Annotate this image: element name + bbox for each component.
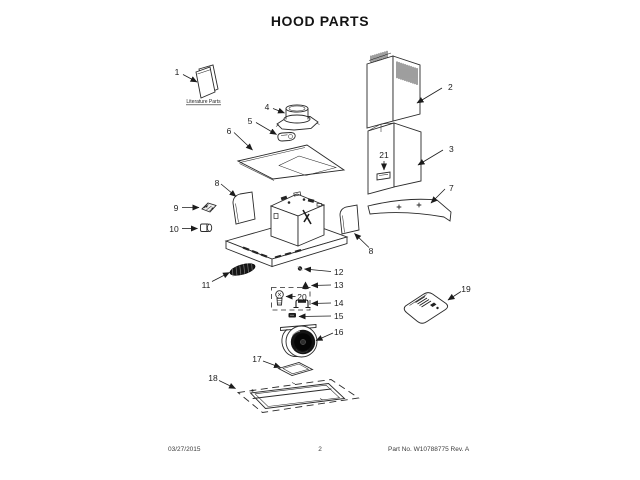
callout-5: 5 xyxy=(247,116,253,126)
part-1-literature-booklet xyxy=(196,65,218,98)
part-8-side-panel-left xyxy=(233,192,255,224)
part-19-switch-assembly xyxy=(404,293,447,324)
callout-4: 4 xyxy=(264,102,270,112)
literature-parts-label: Literature Parts xyxy=(186,99,221,105)
part-7-mounting-bracket xyxy=(368,199,451,221)
part-2-chimney-upper xyxy=(367,51,420,128)
callout-14: 14 xyxy=(334,298,344,308)
page-title: HOOD PARTS xyxy=(270,13,370,29)
part-6-top-panel xyxy=(238,145,344,181)
callout-8-right: 8 xyxy=(368,246,374,256)
part-10-grommet xyxy=(201,224,212,232)
part-11-capacitor xyxy=(229,261,257,277)
callout-10: 10 xyxy=(169,224,179,234)
part-16-blower-wheel xyxy=(281,325,318,358)
part-18-grease-filter xyxy=(238,380,359,413)
part-8-side-panel-right xyxy=(340,205,359,234)
callout-7: 7 xyxy=(449,183,454,193)
callout-6: 6 xyxy=(226,126,232,136)
callout-2: 2 xyxy=(448,82,453,92)
callout-17: 17 xyxy=(252,354,262,364)
callout-8-left: 8 xyxy=(214,178,220,188)
part-17-cover-plate xyxy=(279,363,313,376)
callout-12: 12 xyxy=(334,267,344,277)
callout-16: 16 xyxy=(334,327,344,337)
part-12-screw xyxy=(298,266,303,270)
callout-15: 15 xyxy=(334,311,344,321)
part-5-clip xyxy=(278,133,295,142)
callout-13: 13 xyxy=(334,280,344,290)
part-4-damper xyxy=(276,105,320,130)
footer-page-number: 2 xyxy=(318,446,322,453)
part-15-terminal xyxy=(289,313,297,318)
callout-1: 1 xyxy=(174,67,180,77)
callout-3: 3 xyxy=(449,144,454,154)
callout-19: 19 xyxy=(461,284,471,294)
part-13-nut xyxy=(302,282,309,290)
callout-9: 9 xyxy=(173,203,179,213)
callout-18: 18 xyxy=(208,373,218,383)
part-3-chimney-lower xyxy=(368,123,421,194)
footer-part-number: Part No. W10788775 Rev. A xyxy=(388,446,470,453)
footer-date: 03/27/2015 xyxy=(168,446,201,453)
part-9-bracket xyxy=(202,203,216,212)
callout-11: 11 xyxy=(201,280,211,290)
callout-21: 21 xyxy=(379,150,389,160)
callout-20: 20 xyxy=(297,292,307,302)
